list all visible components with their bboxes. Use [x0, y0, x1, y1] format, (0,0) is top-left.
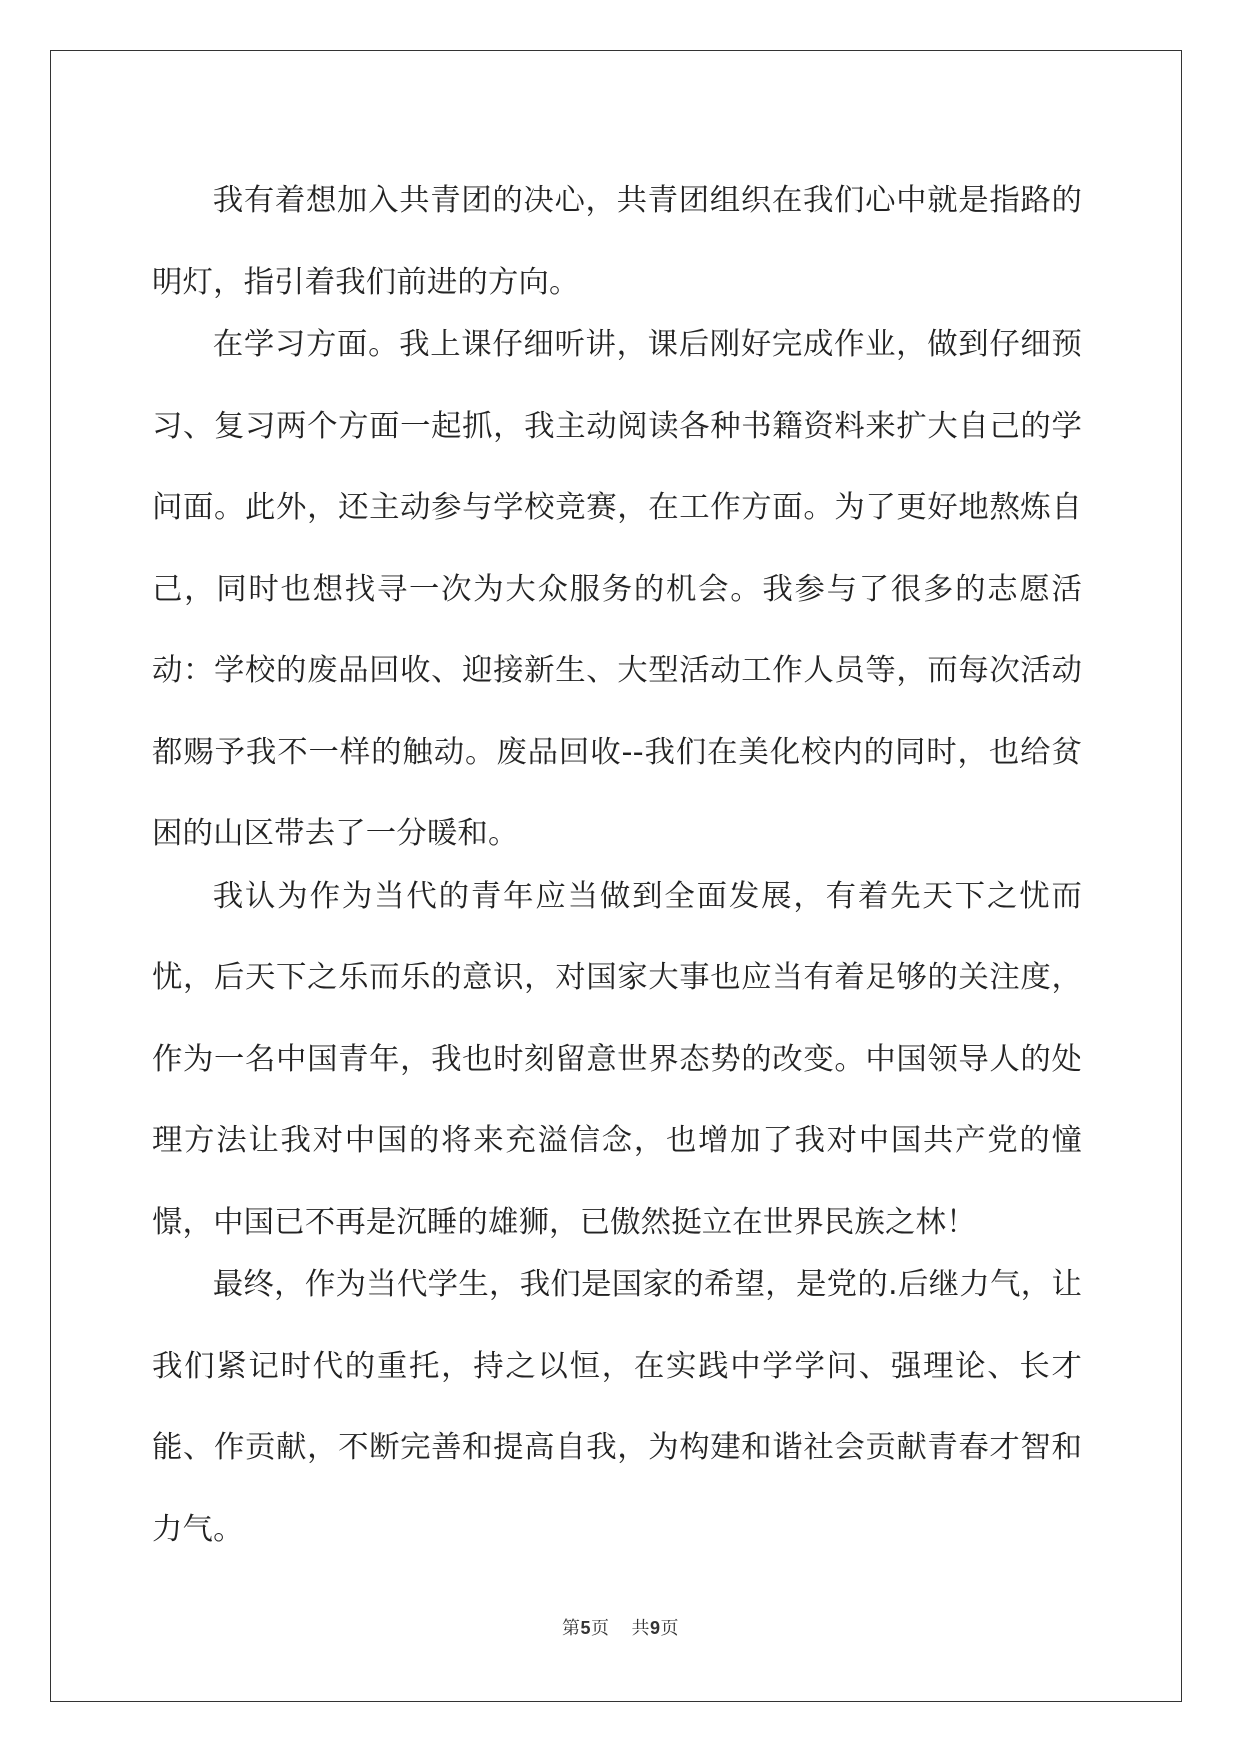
- paragraph-3: 我认为作为当代的青年应当做到全面发展，有着先天下之忧而忧，后天下之乐而乐的意识，对国家大事也应当有着足够的关注度，作为一名中国青年，我也时刻留意世界态势的改变。中国领导人的处理方法让我对中国的将来充溢信念，也增加了我对中国共产党的憧憬，中国已不再是沉睡的雄狮，已傲然挺立在世界民族之林！: [152, 878, 1082, 1240]
- total-page-count: 9: [650, 1618, 661, 1638]
- page-suffix: 页: [591, 1618, 610, 1639]
- total-prefix: 共: [631, 1618, 650, 1639]
- paragraph-2: 在学习方面。我上课仔细听讲，课后刚好完成作业，做到仔细预习、复习两个方面一起抓，我主动阅读各种书籍资料来扩大自己的学问面。此外，还主动参与学校竞赛，在工作方面。为了更好地熬炼自己，同时也想找寻一次为大众服务的机会。我参与了很多的志愿活动：学校的废品回收、迎接新生、大型活动工作人员等，而每次活动都赐予我不一样的触动。废品回收--我们在美化校内的同时，也给贫困的山区带去了一分暖和。: [152, 327, 1082, 851]
- document-body: [152, 160, 1082, 1570]
- total-suffix: 页: [660, 1618, 680, 1639]
- page-prefix: 第: [561, 1618, 581, 1639]
- current-page-number: 5: [580, 1618, 591, 1638]
- page-footer: [0, 1614, 1241, 1640]
- paragraph-4: 最终，作为当代学生，我们是国家的希望，是党的.后继力气，让我们紧记时代的重托，持之以恒，在实践中学学问、强理论、长才能、作贡献，不断完善和提高自我，为构建和谐社会贡献青春才智和力气。: [152, 1267, 1082, 1547]
- paragraph-1: 我有着想加入共青团的决心，共青团组织在我们心中就是指路的明灯，指引着我们前进的方向。: [152, 183, 1082, 300]
